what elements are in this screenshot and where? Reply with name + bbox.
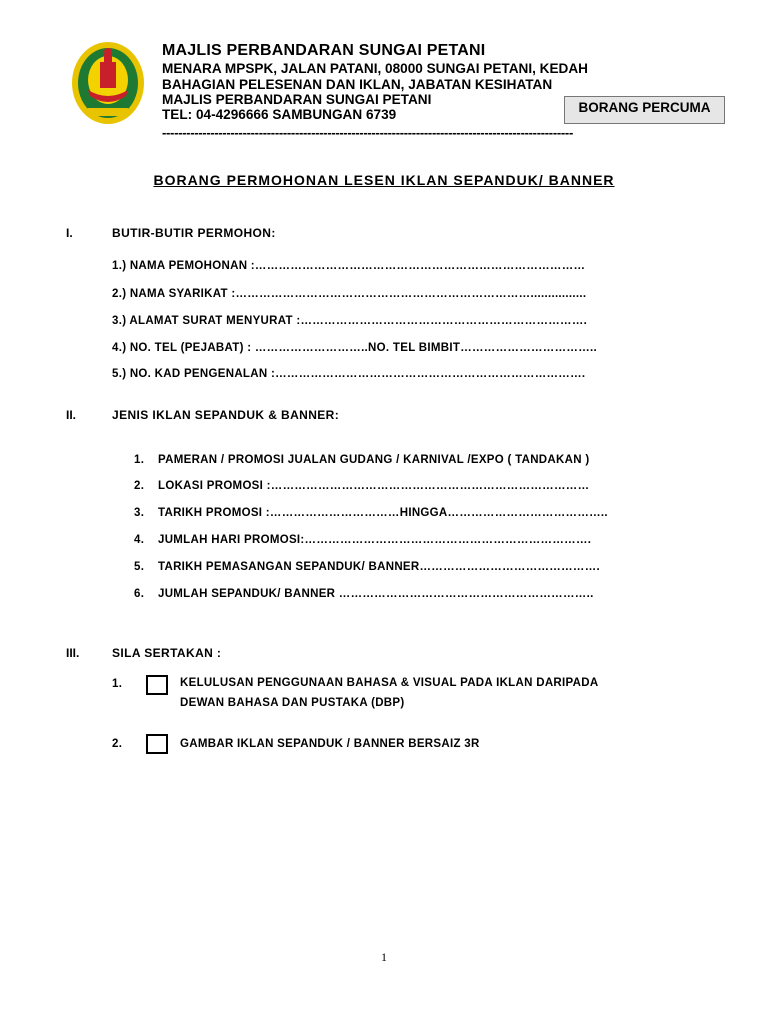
section-3-heading: SILA SERTAKAN : bbox=[112, 646, 222, 660]
section-1-heading: BUTIR-BUTIR PERMOHON: bbox=[112, 226, 276, 240]
section-2-number: II. bbox=[66, 408, 77, 422]
form-title: BORANG PERMOHONAN LESEN IKLAN SEPANDUK/ BANNER bbox=[153, 172, 615, 188]
field-promotion-dates[interactable]: TARIKH PROMOSI :……………………………HINGGA………………………………….. bbox=[158, 507, 608, 519]
telephone-line: TEL: 04-4296666 SAMBUNGAN 6739 bbox=[162, 107, 397, 122]
field-installation-date[interactable]: TARIKH PEMASANGAN SEPANDUK/ BANNER………………………………………. bbox=[158, 561, 600, 573]
banner-photo-checkbox[interactable] bbox=[146, 734, 168, 754]
item-number: 5. bbox=[134, 561, 145, 573]
dbp-approval-checkbox[interactable] bbox=[146, 675, 168, 695]
field-ic-number[interactable]: 5.) NO. KAD PENGENALAN :……………………………………………………………………. bbox=[112, 368, 586, 380]
field-phone-numbers[interactable]: 4.) NO. TEL (PEJABAT) : ………………………..NO. TEL BIMBIT…………………………….. bbox=[112, 342, 597, 354]
dbp-approval-label-line2: DEWAN BAHASA DAN PUSTAKA (DBP) bbox=[180, 697, 405, 709]
address-line-2: BAHAGIAN PELESENAN DAN IKLAN, JABATAN KESIHATAN bbox=[162, 77, 553, 92]
item-number: 2. bbox=[134, 480, 145, 492]
field-company-name[interactable]: 2.) NAMA SYARIKAT :…………………………………………………………………................ bbox=[112, 288, 587, 300]
field-banner-count[interactable]: JUMLAH SEPANDUK/ BANNER ……………………………………………………….. bbox=[158, 588, 594, 600]
item-number: 4. bbox=[134, 534, 145, 546]
banner-photo-label: GAMBAR IKLAN SEPANDUK / BANNER BERSAIZ 3R bbox=[180, 738, 480, 750]
field-applicant-name[interactable]: 1.) NAMA PEMOHONAN :………………………………………………………………………… bbox=[112, 260, 586, 272]
address-line-3: MAJLIS PERBANDARAN SUNGAI PETANI bbox=[162, 92, 432, 107]
field-mailing-address[interactable]: 3.) ALAMAT SURAT MENYURAT :………………………………………………………………. bbox=[112, 315, 588, 327]
page-number: 1 bbox=[381, 950, 387, 964]
municipal-crest-icon bbox=[70, 40, 146, 126]
item-number: 1. bbox=[134, 454, 145, 466]
section-1-number: I. bbox=[66, 226, 73, 240]
item-number: 1. bbox=[112, 678, 123, 690]
item-number: 6. bbox=[134, 588, 145, 600]
field-promotion-days[interactable]: JUMLAH HARI PROMOSI:………………………………………………………………. bbox=[158, 534, 592, 546]
item-exhibition-type[interactable]: PAMERAN / PROMOSI JUALAN GUDANG / KARNIVAL /EXPO ( TANDAKAN ) bbox=[158, 454, 590, 466]
free-form-badge: BORANG PERCUMA bbox=[564, 96, 725, 124]
org-name: MAJLIS PERBANDARAN SUNGAI PETANI bbox=[162, 42, 486, 59]
dbp-approval-label: KELULUSAN PENGGUNAAN BAHASA & VISUAL PADA IKLAN DARIPADA bbox=[180, 677, 599, 689]
item-number: 3. bbox=[134, 507, 145, 519]
section-2-heading: JENIS IKLAN SEPANDUK & BANNER: bbox=[112, 408, 340, 422]
item-number: 2. bbox=[112, 738, 123, 750]
address-line-1: MENARA MPSPK, JALAN PATANI, 08000 SUNGAI PETANI, KEDAH bbox=[162, 61, 588, 76]
header-separator: ------------------------------------------------------------------------------------------------------ bbox=[162, 125, 573, 140]
field-promotion-location[interactable]: LOKASI PROMOSI :……………………………………………………………………… bbox=[158, 480, 590, 492]
section-3-number: III. bbox=[66, 646, 80, 660]
